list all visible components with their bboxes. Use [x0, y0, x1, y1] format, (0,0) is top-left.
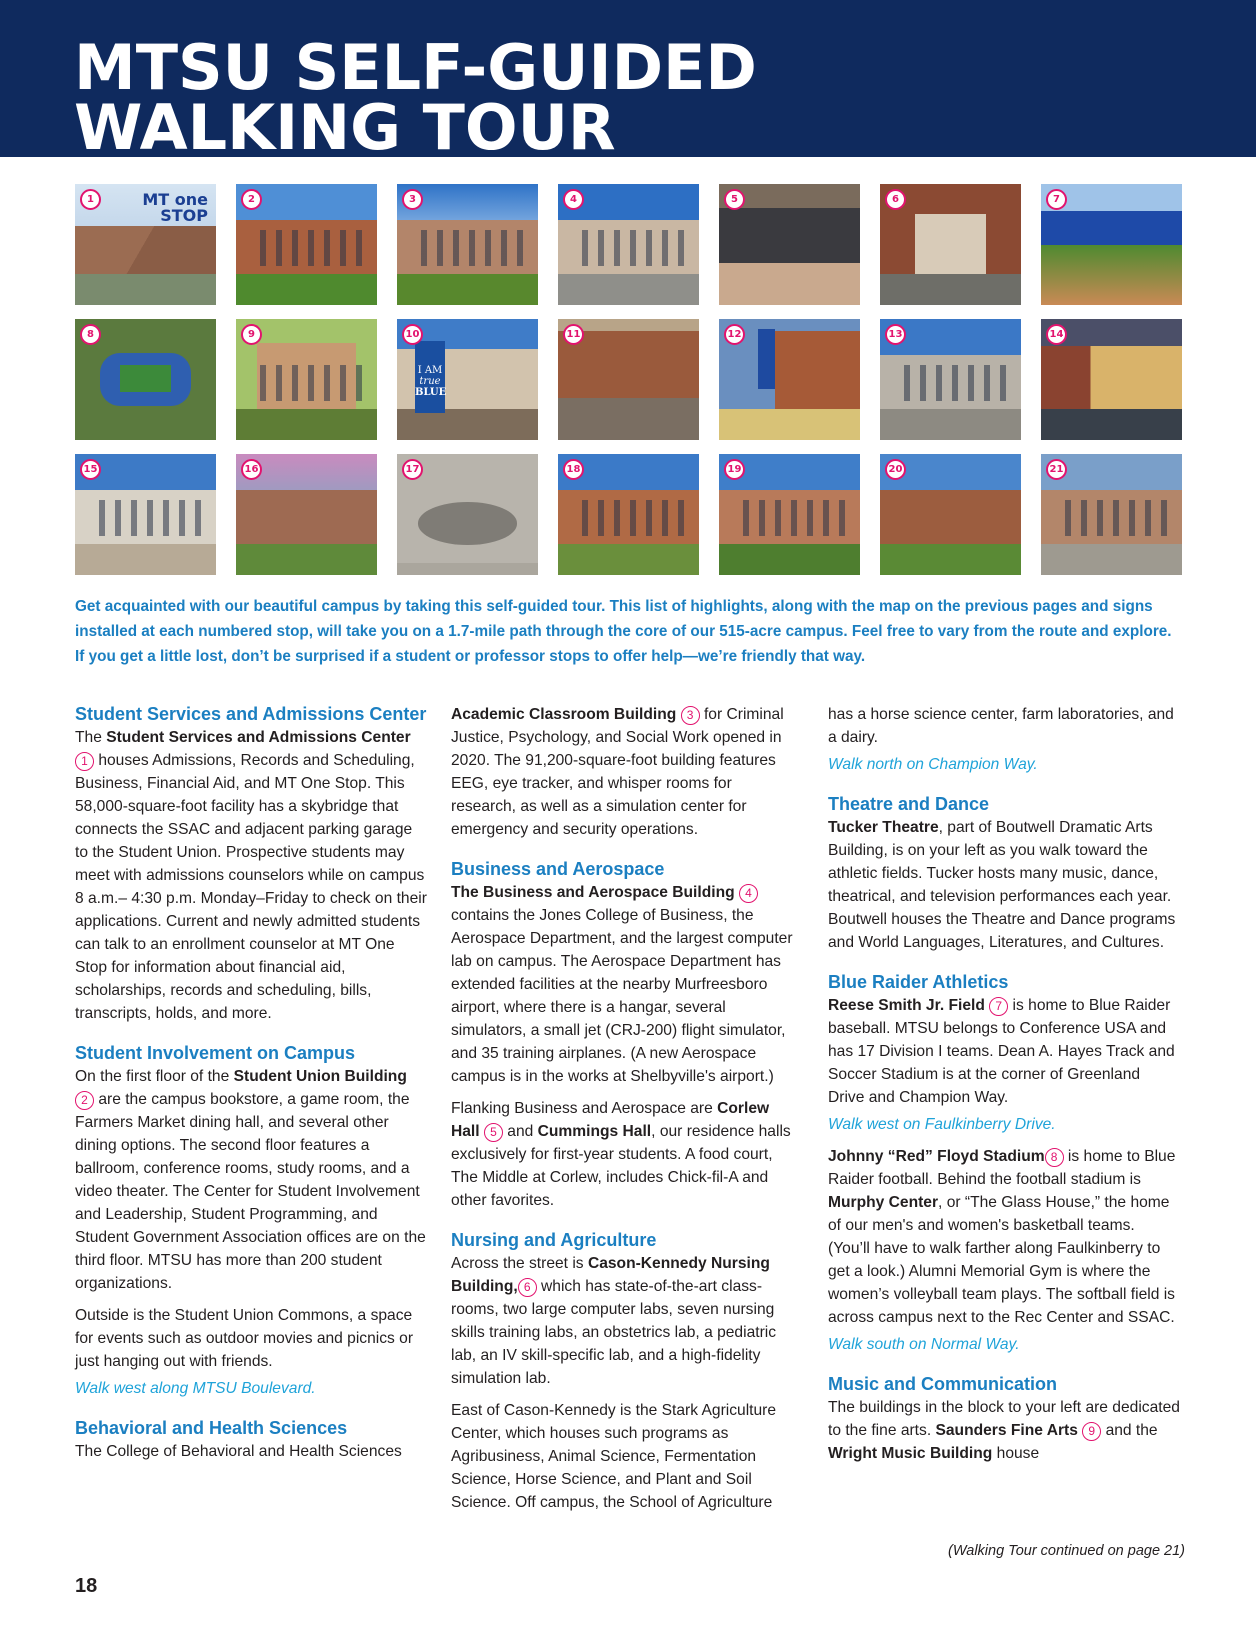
- direction-text: Walk south on Normal Way.: [828, 1336, 1020, 1353]
- business-paragraph-2: Flanking Business and Aerospace are Corlew Hall 5 and Cummings Hall, our residence halls exclusively for first-year students. A food court, The Middle at Corlew, includes Chick-fil-A and other favorites.: [451, 1100, 791, 1209]
- section-heading-ssac: Student Services and Admissions Center: [75, 704, 427, 724]
- involvement-paragraph-2: Outside is the Student Union Commons, a space for events such as outdoor movies and picnics or just hanging out with friends.: [75, 1307, 414, 1370]
- involvement-paragraph-1: On the first floor of the Student Union Building 2 are the campus bookstore, a game room, the Farmers Market dining hall, and several other dining options. The second floor features a ballroom, conference rooms, study rooms, and a video theater. The Center for Student Involvement and Leadership, Student Programming, and Student Government Association offices are on the third floor. MTSU has more than 200 student organizations.: [75, 1068, 426, 1292]
- nursing-paragraph-2-start: East of Cason-Kennedy is the Stark Agriculture Center, which houses such programs as Agribusiness, Animal Science, Fermentation Science, Horse Science, and Plant and Soil Science. Off campus, the School of Agriculture: [451, 1402, 777, 1511]
- photo-number-badge: 18: [563, 459, 584, 480]
- photo-stop-5: [719, 184, 860, 305]
- photo-stop-8: [75, 319, 216, 440]
- photo-stop-10: [397, 319, 538, 440]
- stop-number-badge: 7: [989, 997, 1008, 1016]
- stop-number-badge: 1: [75, 752, 94, 771]
- section-heading-athletics: Blue Raider Athletics: [828, 972, 1009, 992]
- stop-number-badge: 4: [739, 884, 758, 903]
- photo-number-badge: 13: [885, 324, 906, 345]
- behavioral-paragraph-cont: Academic Classroom Building 3 for Criminal Justice, Psychology, and Social Work opened in 2020. The 91,200-square-foot building features EEG, eye tracker, and whisper rooms for research, as well as a simulation center for emergency and security operations.: [451, 706, 784, 838]
- header-banner: [0, 0, 1256, 164]
- photo-number-badge: 10: [402, 324, 423, 345]
- photo-number-badge: 8: [80, 324, 101, 345]
- photo-number-badge: 3: [402, 189, 423, 210]
- photo-number-badge: 21: [1046, 459, 1067, 480]
- ssac-paragraph: The Student Services and Admissions Center 1 houses Admissions, Records and Scheduling, Business, Financial Aid, and MT One Stop. This 58,000-square-foot facility has a skybridge that connects the SSAC and adjacent parking garage to the Student Union. Prospective students may meet with admissions counselors while on campus 8 a.m.– 4:30 p.m. Monday–Friday to check on their applications. Current and newly admitted students can talk to an enrollment counselor at MT One Stop for information about financial aid, scholarships, records and scheduling, bills, transcripts, holds, and more.: [75, 729, 427, 1022]
- photo-number-badge: 14: [1046, 324, 1067, 345]
- column-3: [828, 703, 1180, 1465]
- photo-number-badge: 12: [724, 324, 745, 345]
- section-heading-business: Business and Aerospace: [451, 859, 665, 879]
- true-blue-banner: I AM true BLUE: [415, 341, 445, 413]
- photo-number-badge: 16: [241, 459, 262, 480]
- page-title: [74, 31, 757, 164]
- theatre-paragraph: Tucker Theatre, part of Boutwell Dramatic Arts Building, is on your left as you walk toward the athletic fields. Tucker hosts many music, dance, theatrical, and television performances each year. Boutwell houses the Theatre and Dance programs and World Languages, Literatures, and Cultures.: [828, 819, 1176, 951]
- photo-number-badge: 11: [563, 324, 584, 345]
- photo-stop-15: [75, 454, 216, 575]
- athletics-paragraph-2: Johnny “Red” Floyd Stadium 8 is home to Blue Raider football. Behind the football stadium is Murphy Center, or “The Glass House,” the home of our men's and women's basketball teams. (You’ll have to walk farther along Faulkinberry to get a look.) Alumni Memorial Gym is where the women’s volleyball team plays. The softball field is across campus next to the Rec Center and SSAC.: [828, 1148, 1176, 1326]
- section-heading-theatre: Theatre and Dance: [828, 794, 990, 814]
- column-1: [75, 703, 427, 1463]
- page-number: 18: [75, 1575, 98, 1597]
- section-heading-nursing: Nursing and Agriculture: [451, 1230, 657, 1250]
- section-heading-music: Music and Communication: [828, 1374, 1058, 1394]
- continued-note: (Walking Tour continued on page 21): [948, 1543, 1185, 1559]
- photo-number-badge: 7: [1046, 189, 1067, 210]
- photo-stop-3: [397, 184, 538, 305]
- nursing-paragraph-2-cont: has a horse science center, farm laboratories, and a dairy.: [828, 706, 1174, 746]
- photo-stop-20: [880, 454, 1021, 575]
- photo-number-badge: 5: [724, 189, 745, 210]
- stop-number-badge: 5: [484, 1123, 503, 1142]
- title-line-2: WALKING TOUR: [74, 91, 616, 164]
- photo-stop-6: [880, 184, 1021, 305]
- photo-stop-12: [719, 319, 860, 440]
- photo-stop-7: [1041, 184, 1182, 305]
- photo-number-badge: 17: [402, 459, 423, 480]
- photo-stop-11: [558, 319, 699, 440]
- photo-stop-1: [75, 184, 216, 305]
- photo-number-badge: 2: [241, 189, 262, 210]
- photo-stop-16: [236, 454, 377, 575]
- photo-number-badge: 20: [885, 459, 906, 480]
- photo-stop-13: [880, 319, 1021, 440]
- photo-stop-19: [719, 454, 860, 575]
- photo-stop-2: [236, 184, 377, 305]
- direction-text: Walk west along MTSU Boulevard.: [75, 1380, 316, 1397]
- direction-text: Walk north on Champion Way.: [828, 756, 1038, 773]
- photo-grid: [75, 184, 1181, 575]
- intro-paragraph: Get acquainted with our beautiful campus by taking this self-guided tour. This list of highlights, along with the map on the previous pages and signs installed at each numbered stop, will take you on a 1.7-mile path through the core of our 515-acre campus. Feel free to vary from the route and explore. If you get a little lost, don’t be surprised if a student or professor stops to offer help—we’re friendly that way.: [75, 598, 1172, 665]
- photo-number-badge: 4: [563, 189, 584, 210]
- section-heading-involvement: Student Involvement on Campus: [75, 1043, 356, 1063]
- photo-number-badge: 6: [885, 189, 906, 210]
- nursing-paragraph-1: Across the street is Cason-Kennedy Nursing Building, 6 which has state-of-the-art class-rooms, two large computer labs, seven nursing skills training labs, an obstetrics lab, a pediatric lab, an IV skill-specific lab, and a high-fidelity simulation lab.: [451, 1255, 777, 1387]
- one-stop-logo: MT one STOP: [142, 190, 208, 225]
- photo-number-badge: 9: [241, 324, 262, 345]
- behavioral-paragraph-start: The College of Behavioral and Health Sciences: [75, 1443, 402, 1460]
- stop-number-badge: 6: [518, 1278, 537, 1297]
- business-paragraph-1: The Business and Aerospace Building 4 contains the Jones College of Business, the Aerospace Department, and the largest computer lab on campus. The Aerospace Department has extended facilities at the nearby Murfreesboro airport, where there is a hangar, several simulators, a small jet (CRJ-200) flight simulator, and 35 training airplanes. (A new Aerospace campus is in the works at Shelbyville's airport.): [451, 884, 793, 1085]
- section-heading-behavioral: Behavioral and Health Sciences: [75, 1418, 348, 1438]
- photo-stop-21: [1041, 454, 1182, 575]
- stop-number-badge: 8: [1045, 1148, 1064, 1167]
- photo-number-badge: 15: [80, 459, 101, 480]
- photo-number-badge: 1: [80, 189, 101, 210]
- direction-text: Walk west on Faulkinberry Drive.: [828, 1116, 1056, 1133]
- music-paragraph: The buildings in the block to your left are dedicated to the fine arts. Saunders Fine Arts 9 and the Wright Music Building house: [828, 1399, 1180, 1462]
- photo-stop-14: [1041, 319, 1182, 440]
- stop-number-badge: 3: [681, 706, 700, 725]
- photo-stop-17: [397, 454, 538, 575]
- photo-stop-9: [236, 319, 377, 440]
- photo-stop-18: [558, 454, 699, 575]
- column-2: [451, 703, 801, 1514]
- stop-number-badge: 2: [75, 1091, 94, 1110]
- stop-number-badge: 9: [1082, 1422, 1101, 1441]
- photo-stop-4: [558, 184, 699, 305]
- photo-number-badge: 19: [724, 459, 745, 480]
- athletics-paragraph-1: Reese Smith Jr. Field 7 is home to Blue Raider baseball. MTSU belongs to Conference USA and has 17 Division I teams. Dean A. Hayes Track and Soccer Stadium is at the corner of Greenland Drive and Champion Way.: [828, 997, 1175, 1106]
- title-line-1: MTSU SELF-GUIDED: [74, 31, 757, 104]
